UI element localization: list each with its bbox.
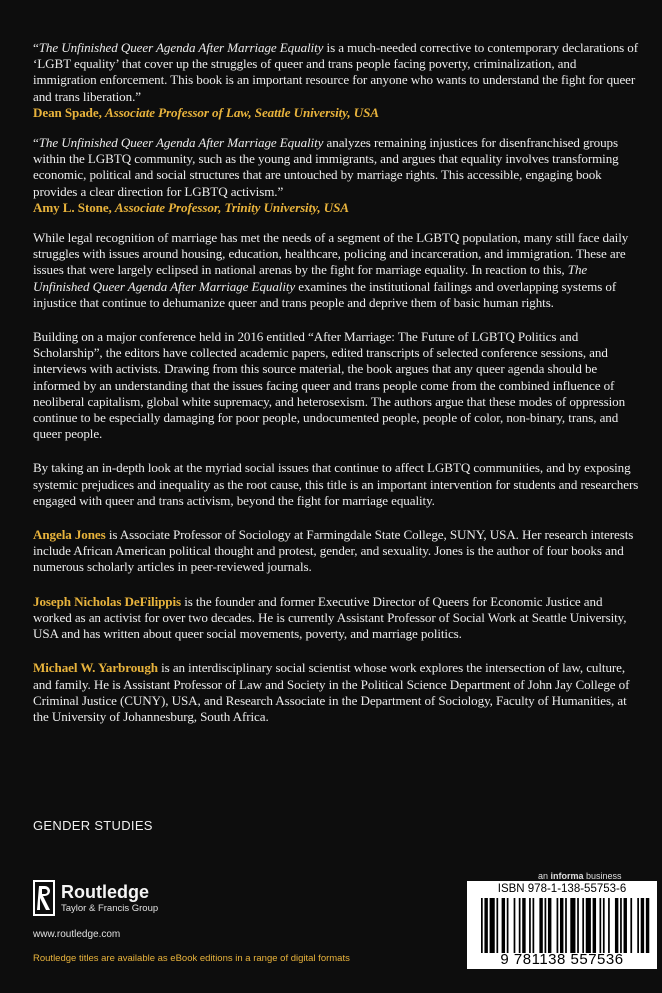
author-name: Angela Jones [33,527,106,543]
description-paragraph-2: Building on a major conference held in 2016 entitled “After Marriage: The Future of LGBTQ Politics and Scholarship”, the editors have collected academic papers, edited transcripts of selected conference sessions, and interviews with activists. Drawing from this source material, the book argues that any queer agenda should be informed by an understanding that the issues facing queer and trans people come from the combined influence of neoliberal capitalism, global white supremacy, and heterosexism. The authors argue that these modes of oppression continue to be especially damaging for poor people, undocumented people, people of color, non-binary, trans, and queer people. [33,329,626,442]
endorser-name: Amy L. Stone, [33,199,112,215]
isbn-label: ISBN 978-1-138-55753-6 [497,883,627,895]
endorsement-quote-2: “The Unfinished Queer Agenda After Marriage Equality analyzes remaining injustices for disenfranchised groups within the LGBTQ community, such as the young and immigrants, and argues that equality involves transforming economic, political and social structures that are untouched by marriage rights. This accessible, engaging book provides a clear direction for LGBTQ activism.” Amy L. Stone, Associate Professor, Trinity University, USA [33,135,619,215]
endorser-attribution [33,105,379,120]
book-title: The Unfinished Queer Agenda After Marriage Equality [38,40,324,55]
publisher-group: Taylor & Francis Group [61,903,159,914]
description-text: examines the institutional failings and overlapping systems of injustice that continue to dehumanize queer and trans people and deprive them of basic human rights. [33,278,617,310]
author-bio-text: is the founder and former Executive Director of Queers for Economic Justice and worked as an activist for over two decades. He is currently Assistant Professor of Social Work at Seattle University, USA and has written about queer social movements, poverty, and marriage politics. [33,593,627,642]
description-paragraph-1 [33,230,641,311]
author-name: Michael W. Yarbrough [33,660,158,676]
author-bio-text: is an interdisciplinary social scientist whose work explores the intersection of law, culture, and family. He is Assistant Professor of Law and Society in the Political Science Department of John Jay College of Criminal Justice (CUNY), USA, and Research Associate in the Department of Sociology, Faculty of Humanities, at the University of Johannesburg, South Africa. [33,660,630,724]
informa-prefix: an [538,871,551,881]
barcode-number: 9 781138 557536 [500,951,624,968]
informa-suffix: business [583,871,622,881]
back-cover-text [33,40,641,743]
author-bio-2 [33,594,641,643]
publisher-name: Routledge [61,882,149,902]
barcode-panel [467,881,657,969]
subject-category: GENDER STUDIES [33,818,153,833]
endorser-attribution [33,200,349,215]
description-paragraph-3: By taking an in-depth look at the myriad social issues that continue to affect LGBTQ communities, and by exposing systemic prejudices and inequality as the root cause, this title is an important intervention for students and researchers engaged with queer and trans activism, beyond the fight for marriage equality. [33,460,639,508]
informa-brand: informa [550,871,584,881]
quote-text: is a much-needed corrective to contemporary declarations of ‘LGBT equality’ that cover up the struggles of queer and trans people facing poverty, criminalization, and immigration enforcement. This book is an important resource for anyone who wants to understand the fight for queer and trans liberation.” [33,40,639,104]
author-bio-text: is Associate Professor of Sociology at Farmingdale State College, SUNY, USA. Her research interests include African American political thought and protest, gender, and sexuality. Jones is the author of four books and numerous scholarly articles in peer-reviewed journals. [33,527,634,575]
routledge-r-icon [33,880,55,916]
description-text: While legal recognition of marriage has met the needs of a segment of the LGBTQ population, many still face daily struggles with issues around housing, education, healthcare, policing and incarceration, and immigration. These are issues that were largely eclipsed in national arenas by the fight for marriage equality. In reaction to this, [33,230,629,278]
author-name: Joseph Nicholas DeFilippis [33,593,182,609]
endorser-name: Dean Spade, [33,104,102,120]
publisher-website: www.routledge.com [33,929,121,940]
endorser-affiliation: Associate Professor, Trinity University, USA [114,199,349,215]
barcode-bars [481,898,651,953]
ebook-note: Routledge titles are available as eBook editions in a range of digital formats [33,953,350,964]
endorsement-quote-1: “The Unfinished Queer Agenda After Marriage Equality is a much-needed corrective to contemporary declarations of ‘LGBT equality’ that cover up the struggles of queer and trans people facing poverty, criminalization, and immigration enforcement. This book is an important resource for anyone who wants to understand the fight for queer and trans liberation.” Dean Spade, Associate Professor of Law, Seattle University, USA [33,40,639,120]
endorser-affiliation: Associate Professor of Law, Seattle University, USA [104,104,379,120]
book-title: The Unfinished Queer Agenda After Marriage Equality [33,262,588,294]
quote-text: analyzes remaining injustices for disenfranchised groups within the LGBTQ community, such as the young and immigrants, and argues that equality involves transforming economic, political and social structures that are untouched by marriage rights. This accessible, engaging book provides a clear direction for LGBTQ activism.” [33,135,619,199]
book-title: The Unfinished Queer Agenda After Marriage Equality [38,135,324,151]
author-bio-1 [33,527,641,576]
informa-business-label [538,871,622,881]
author-bio-3 [33,660,641,725]
